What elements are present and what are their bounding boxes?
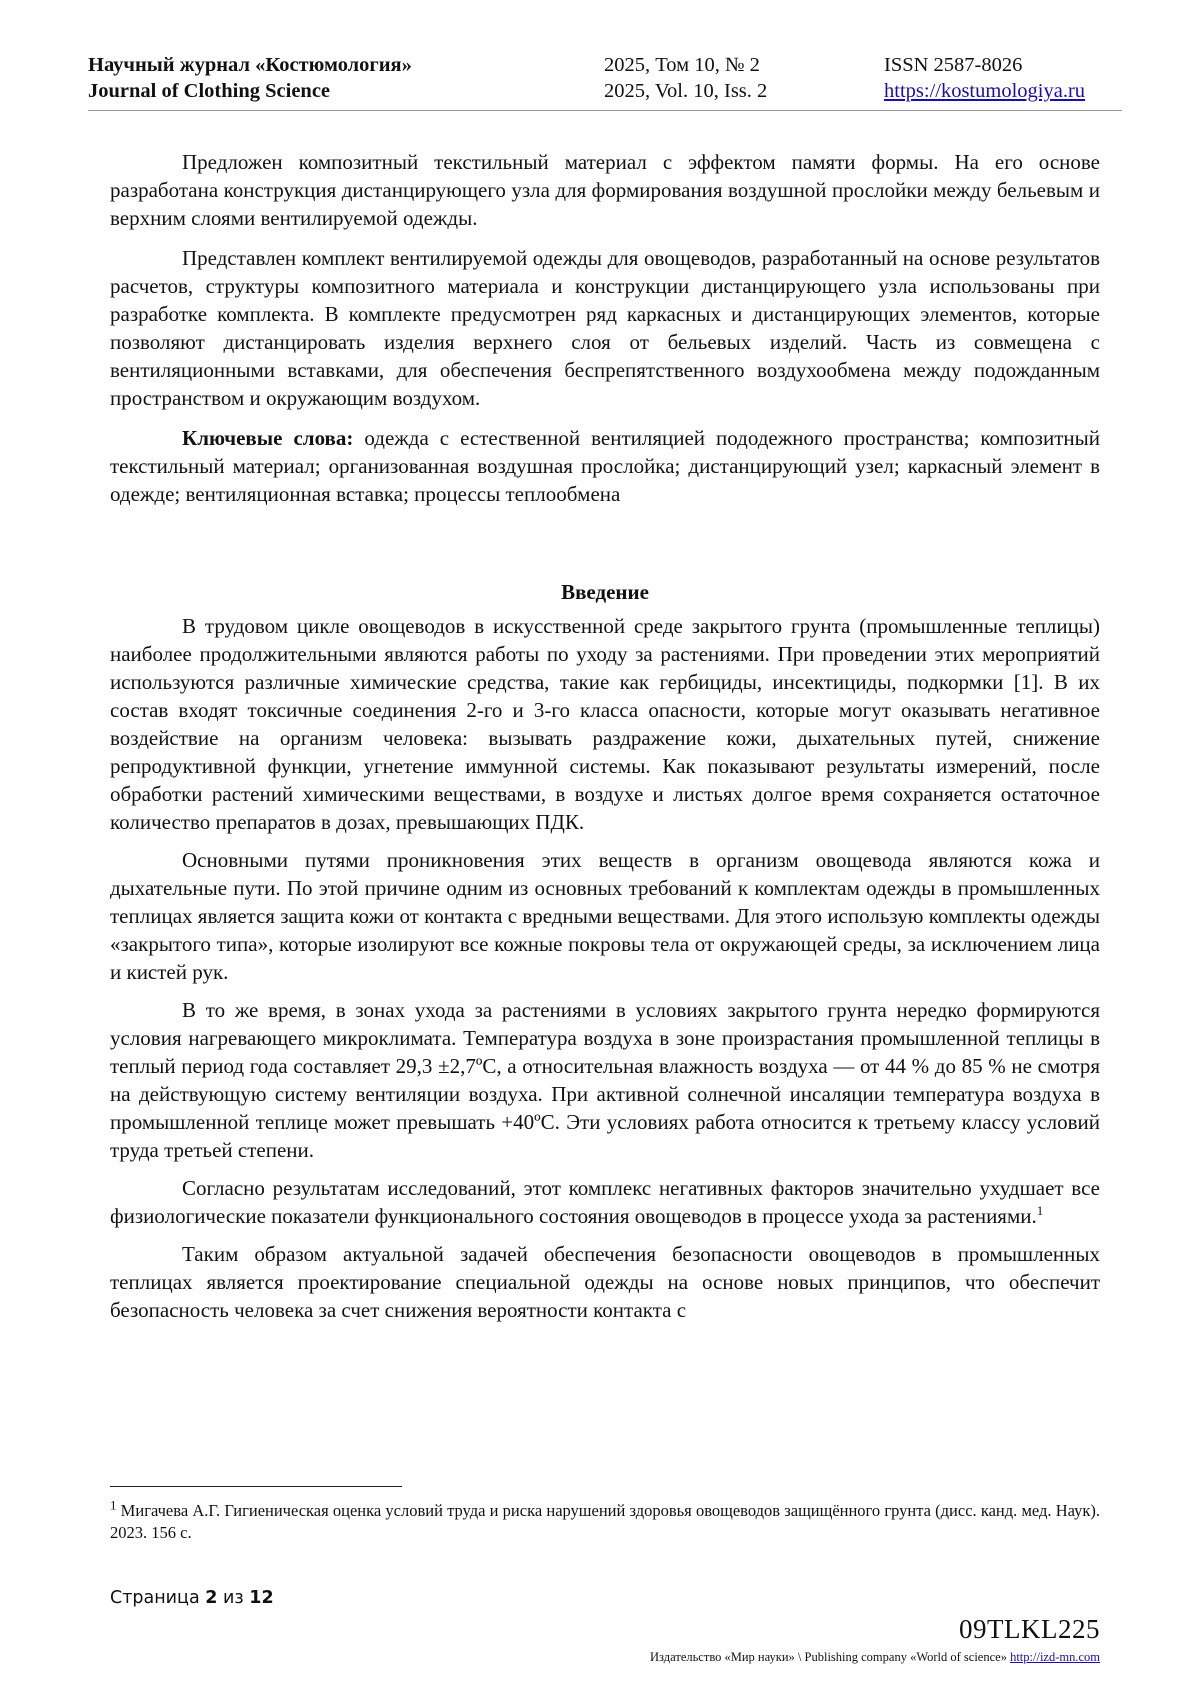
intro-paragraph-3: В то же время, в зонах ухода за растениями в условиях закрытого грунта нередко формируются условия нагревающего микроклимата. Температура воздуха в зоне произрастания промышленной теплицы в теплый период года составляет 29,3 ±2,7ºС, а относительная влажность воздуха — от 44 % до 85 % не смотря на действующую систему вентиляции воздуха. При активной солнечной инсаляции температура воздуха в промышленной теплице может превышать +40ºС. Эти условиях работа относится к третьему классу условий труда третьей степени.	[110, 998, 1100, 1162]
publisher-link[interactable]: http://izd-mn.com	[1010, 1650, 1100, 1664]
issue-ru: 2025, Том 10, № 2	[604, 54, 760, 76]
publisher-line	[650, 1650, 1100, 1665]
issue-block	[604, 52, 767, 104]
page-of: из	[217, 1588, 250, 1608]
keywords-text: одежда с естественной вентиляцией пододежного пространства; композитный текстильный материал; организованная воздушная прослойка; дистанцирующий узел; каркасный элемент в одежде; вентиляционная вставка; процессы теплообмена	[110, 426, 1100, 506]
journal-header	[88, 52, 1122, 111]
intro-paragraph-1: В трудовом цикле овощеводов в искусственной среде закрытого грунта (промышленные теплицы) наиболее продолжительными являются работы по уходу за растениями. При проведении этих мероприятий используются различные химические средства, такие как гербициды, инсектициды, подкормки [1]. В их состав входят токсичные соединения 2-го и 3-го класса опасности, которые могут оказывать негативное воздействие на организм человека: вызывать раздражение кожи, дыхательных путей, снижение репродуктивной функции, угнетение иммунной системы. Как показывают результаты измерений, после обработки растений химическими веществами, в воздухе и листьях долгое время сохраняется остаточное количество препаратов в дозах, превышающих ПДК.	[110, 614, 1100, 834]
intro-paragraph-4-text: Согласно результатам исследований, этот комплекс негативных факторов значительно ухудшает все физиологические показатели функционального состояния овощеводов в процессе ухода за растениями.	[110, 1176, 1100, 1228]
issn: ISSN 2587-8026	[884, 54, 1023, 76]
keywords-paragraph	[110, 424, 1100, 508]
intro-paragraph-4	[110, 1174, 1100, 1230]
abstract-paragraph-2: Представлен комплект вентилируемой одежды для овощеводов, разработанный на основе результатов расчетов, структуры композитного материала и конструкции дистанцирующего узла использованы при разработке комплекта. В комплекте предусмотрен ряд каркасных и дистанцирующих элементов, которые позволяют дистанцировать изделия верхнего слоя от бельевых изделий. Часть из совмещена с вентиляционными вставками, для обеспечения беспрепятственного воздухообмена между подожданным пространством и окружающим воздухом.	[110, 246, 1100, 410]
footnote-text: Мигачева А.Г. Гигиеническая оценка условий труда и риска нарушений здоровья овощеводов защищённого грунта (дисс. канд. мед. Наук). 2023. 156 с.	[110, 1501, 1100, 1542]
keywords-label: Ключевые слова:	[182, 426, 354, 450]
journal-title-block	[88, 52, 412, 104]
issn-block	[884, 52, 1085, 104]
page-number	[110, 1588, 274, 1608]
footnote	[110, 1497, 1100, 1544]
journal-url-link[interactable]: https://kostumologiya.ru	[884, 80, 1086, 102]
intro-paragraph-5: Таким образом актуальной задачей обеспечения безопасности овощеводов в промышленных теплицах является проектирование специальной одежды на основе новых принципов, что обеспечит безопасность человека за счет снижения вероятности контакта с	[110, 1242, 1100, 1322]
issue-en: 2025, Vol. 10, Iss. 2	[604, 80, 768, 102]
journal-title-ru: Научный журнал «Костюмология»	[88, 54, 412, 76]
publisher-text: Издательство «Мир науки» \ Publishing company «World of science»	[650, 1650, 1011, 1664]
footnote-reference[interactable]: 1	[1036, 1203, 1044, 1218]
page-current: 2	[205, 1588, 218, 1608]
page-total: 12	[249, 1588, 274, 1608]
footnote-number: 1	[110, 1497, 117, 1513]
section-title-introduction: Введение	[561, 580, 649, 604]
article-body	[110, 148, 1100, 1334]
journal-title-en: Journal of Clothing Science	[88, 80, 331, 102]
article-code: 09TLKL225	[959, 1614, 1100, 1644]
footnote-separator	[110, 1486, 402, 1487]
intro-paragraph-2: Основными путями проникновения этих веществ в организм овощевода являются кожа и дыхательные пути. По этой причине одним из основных требований к комплектам одежды в промышленных теплицах является защита кожи от контакта с вредными веществами. Для этого использую комплекты одежды «закрытого типа», которые изолируют все кожные покровы тела от окружающей среды, за исключением лица и кистей рук.	[110, 848, 1100, 984]
page-prefix: Страница	[110, 1588, 206, 1608]
abstract-paragraph-1: Предложен композитный текстильный материал с эффектом памяти формы. На его основе разработана конструкция дистанцирующего узла для формирования воздушной прослойки между бельевым и верхним слоями вентилируемой одежды.	[110, 150, 1100, 230]
